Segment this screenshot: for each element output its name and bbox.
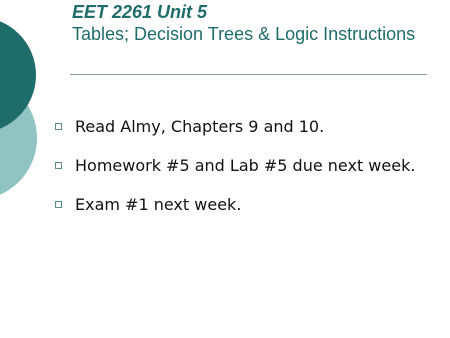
unit-subtitle: Tables; Decision Trees & Logic Instructions (72, 24, 416, 44)
bullet-text: Read Almy, Chapters 9 and 10. (75, 117, 325, 136)
slide-title (72, 2, 432, 46)
square-bullet-icon (55, 162, 62, 169)
bullet-item (55, 195, 435, 215)
square-bullet-icon (55, 201, 62, 208)
bullet-item (55, 156, 435, 176)
bullet-text: Homework #5 and Lab #5 due next week. (75, 156, 416, 175)
decorative-circles (0, 0, 60, 338)
course-title: EET 2261 Unit 5 (72, 2, 208, 22)
bullet-list (55, 117, 435, 215)
square-bullet-icon (55, 123, 62, 130)
title-divider (70, 74, 427, 75)
bullet-text: Exam #1 next week. (75, 195, 242, 214)
bullet-item (55, 117, 435, 137)
